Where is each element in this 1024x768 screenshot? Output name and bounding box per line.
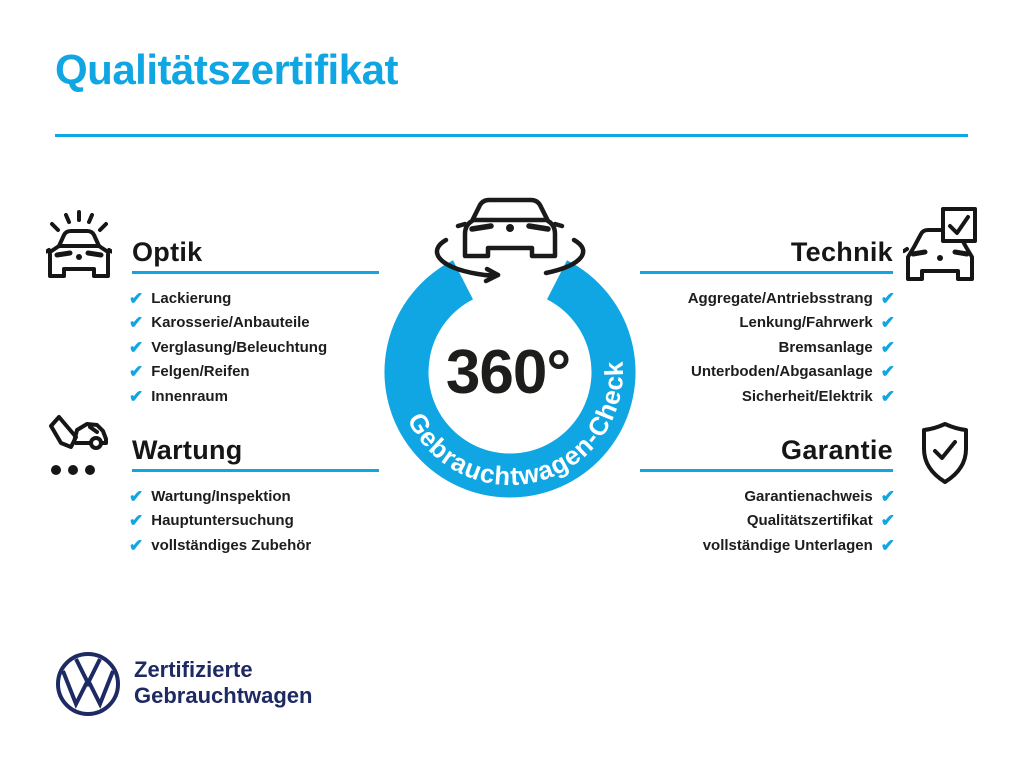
checklist-item-label: Karosserie/Anbauteile [151,314,310,332]
check-icon: ✔ [129,362,144,382]
checklist-optik [129,286,327,409]
checklist-item [129,335,327,360]
checklist-item [703,533,895,558]
title-divider [55,134,968,137]
section-title-wartung: Wartung [132,435,243,465]
checklist-item [129,286,327,311]
checklist-item-label: Lackierung [151,289,232,307]
checklist-item-label: Sicherheit/Elektrik [741,387,873,405]
section-title-garantie: Garantie [781,435,893,465]
checklist-item-label: vollständiges Zubehör [151,536,312,554]
checklist-item-label: Unterboden/Abgasanlage [691,363,873,381]
check-icon: ✔ [129,486,144,506]
checklist-item-label: Qualitätszertifikat [746,512,873,530]
car-shine-icon [46,209,112,281]
checklist-item [688,286,895,311]
check-icon: ✔ [129,511,144,531]
brand-line-2: Gebrauchtwagen [134,683,313,708]
checklist-item-label: Felgen/Reifen [151,363,250,381]
check-icon: ✔ [129,535,144,555]
car-checkbox-icon [903,207,977,285]
check-icon: ✔ [880,535,895,555]
brand-line-1: Zertifizierte [134,657,253,682]
checklist-item-label: Garantienachweis [744,487,873,505]
checklist-wartung [129,484,311,558]
checklist-item [129,384,327,409]
check-icon: ✔ [880,511,895,531]
checklist-item-label: Hauptuntersuchung [151,512,294,530]
ring-label: Gebrauchtwagen-Check [401,360,630,492]
page-title: Qualitätszertifikat [55,46,398,93]
checklist-item-label: Verglasung/Beleuchtung [151,338,328,356]
car-front-rotate-icon [437,200,583,281]
section-divider-garantie [640,469,893,472]
section-title-technik: Technik [790,237,893,267]
check-icon: ✔ [880,486,895,506]
checklist-item-label: Bremsanlage [778,338,873,356]
checklist-item [688,335,895,360]
section-title-optik: Optik [132,237,203,267]
checklist-item [129,311,327,336]
checklist-item-label: Wartung/Inspektion [151,487,291,505]
checklist-item-label: vollständige Unterlagen [702,536,873,554]
checklist-item [703,509,895,534]
service-checklist-icon [46,412,112,478]
check-icon: ✔ [880,313,895,333]
checklist-item-label: Aggregate/Antriebsstrang [687,289,873,307]
check-icon: ✔ [880,288,895,308]
check-icon: ✔ [129,288,144,308]
check-icon: ✔ [129,386,144,406]
checklist-garantie [703,484,895,558]
checklist-item [129,533,311,558]
shield-check-icon [918,421,972,487]
checklist-item-label: Lenkung/Fahrwerk [739,314,873,332]
check-icon: ✔ [880,337,895,357]
checklist-item [688,384,895,409]
checklist-item [129,509,311,534]
degree-label: 360° [445,338,571,407]
section-divider-technik [640,271,893,274]
section-divider-wartung [132,469,379,472]
check-icon: ✔ [129,337,144,357]
checklist-item [703,484,895,509]
checklist-item [129,360,327,385]
vw-logo [54,650,122,718]
checklist-item-label: Innenraum [151,387,228,405]
section-divider-optik [132,271,379,274]
check-icon: ✔ [880,386,895,406]
brand-text [134,657,312,709]
checklist-technik [688,286,895,409]
check-icon: ✔ [880,362,895,382]
checklist-item [129,484,311,509]
360-check-graphic [380,192,650,507]
checklist-item [688,311,895,336]
check-icon: ✔ [129,313,144,333]
checklist-item [688,360,895,385]
